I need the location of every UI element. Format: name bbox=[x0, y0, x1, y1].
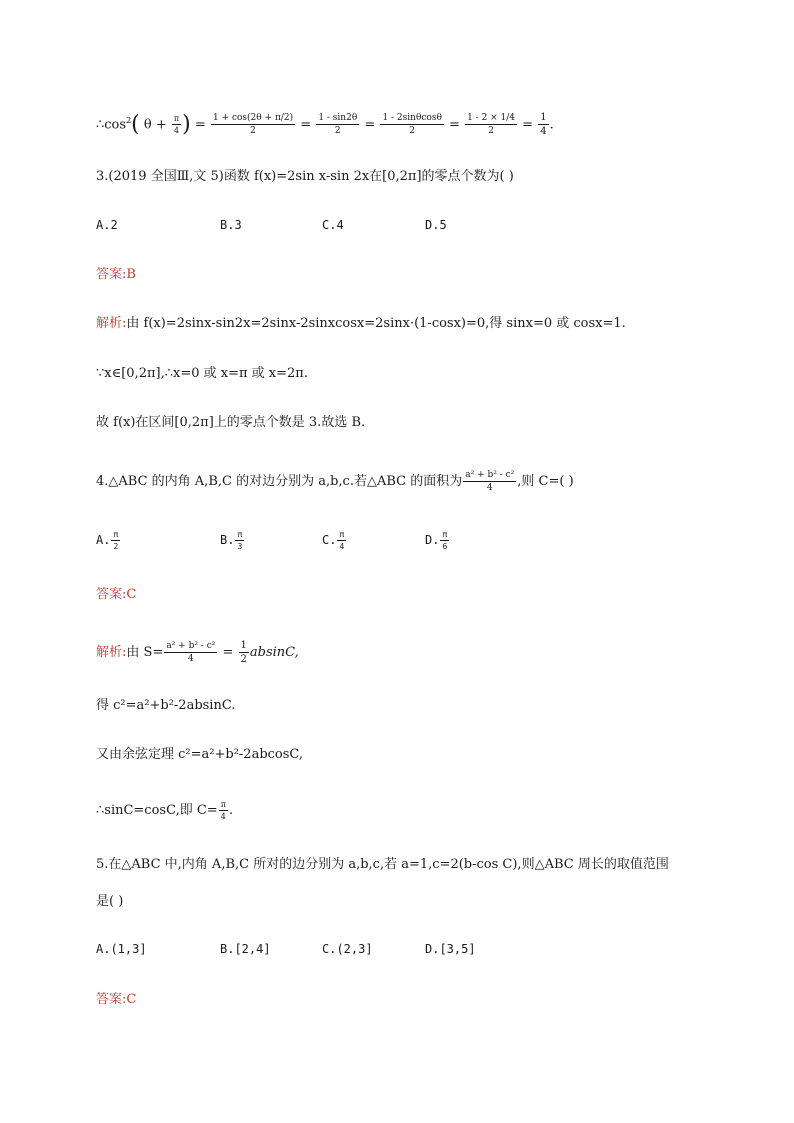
q3-analysis-3: 故 f(x)在区间[0,2π]上的零点个数是 3.故选 B. bbox=[96, 415, 366, 430]
equals-5: = bbox=[522, 117, 534, 133]
q3-option-d: D.5 bbox=[425, 218, 447, 232]
option-letter: C. bbox=[322, 533, 337, 547]
frac-num: 1 + cos(2θ + π/2) bbox=[212, 113, 294, 124]
q5-option-b: B.[2,4] bbox=[220, 942, 271, 956]
q4-area-frac bbox=[463, 470, 516, 493]
q5-stem-1: 5.在△ABC 中,内角 A,B,C 所对的边分别为 a,b,c,若 a=1,c=2(b-cos C),则△ABC 周长的取值范围 bbox=[96, 857, 669, 872]
option-frac bbox=[111, 530, 120, 551]
q4-a1-post: absinC, bbox=[249, 645, 299, 660]
q5-answer: 答案:C bbox=[96, 992, 137, 1007]
q4-a4-pre: ∴sinC=cosC,即 C= bbox=[96, 803, 218, 818]
frac-den: 4 bbox=[540, 126, 547, 138]
option-frac bbox=[337, 530, 346, 551]
q3-option-a: A.2 bbox=[96, 218, 118, 232]
cos-exponent: 2 bbox=[126, 116, 132, 125]
q5-stem-2: 是( ) bbox=[96, 894, 124, 909]
frac-den: 6 bbox=[442, 542, 448, 551]
option-frac bbox=[235, 530, 244, 551]
q4-a1-frac bbox=[164, 641, 217, 664]
q3-analysis-1 bbox=[96, 315, 626, 333]
frac-den: 2 bbox=[240, 654, 247, 665]
frac-num: π bbox=[339, 530, 345, 539]
q4-option-c bbox=[322, 530, 347, 551]
q3-analysis-label: 解析: bbox=[96, 316, 127, 331]
frac-den: 4 bbox=[339, 542, 345, 551]
frac-den: 4 bbox=[220, 812, 226, 821]
q4-analysis-1 bbox=[96, 640, 299, 665]
q4-answer: 答案:C bbox=[96, 587, 137, 602]
frac-den: 2 bbox=[334, 126, 341, 137]
frac-result bbox=[538, 112, 548, 137]
frac-num: a² + b² - c² bbox=[465, 470, 515, 480]
frac-num: 1 - 2sinθcosθ bbox=[382, 113, 442, 124]
plus-symbol: + bbox=[155, 117, 167, 133]
equals-3: = bbox=[364, 117, 376, 133]
q3-analysis-text: 由 f(x)=2sinx-sin2x=2sinx-2sinxcosx=2sinx·(1-cosx)=0,得 sinx=0 或 cosx=1. bbox=[126, 316, 626, 331]
q4-a1-half bbox=[239, 640, 249, 665]
frac-step-2 bbox=[316, 113, 359, 136]
q4-a1-mid: = bbox=[218, 645, 238, 660]
frac-den: 4 bbox=[187, 654, 194, 664]
cos-text: cos bbox=[104, 117, 127, 133]
frac-num: 1 bbox=[240, 640, 247, 651]
q3-stem: 3.(2019 全国Ⅲ,文 5)函数 f(x)=2sin x-sin 2x在[0,2π]的零点个数为( ) bbox=[96, 169, 514, 184]
q3-answer: 答案:B bbox=[96, 267, 136, 282]
option-frac bbox=[440, 530, 449, 551]
q3-option-c: C.4 bbox=[322, 218, 344, 232]
frac-num: π bbox=[220, 800, 226, 809]
frac-num: a² + b² - c² bbox=[166, 641, 216, 651]
left-paren: ( bbox=[131, 111, 140, 137]
frac-num: π bbox=[113, 530, 119, 539]
theta-symbol: θ bbox=[143, 117, 152, 133]
right-paren: ) bbox=[182, 111, 191, 137]
frac-step-3 bbox=[380, 113, 443, 136]
q5-option-d: D.[3,5] bbox=[425, 942, 476, 956]
q4-stem-post: ,则 C=( ) bbox=[517, 474, 574, 489]
q4-a4-frac bbox=[219, 800, 228, 821]
frac-num: π bbox=[173, 114, 180, 124]
frac-step-1 bbox=[211, 113, 295, 136]
option-letter: A. bbox=[96, 533, 111, 547]
frac-den: 4 bbox=[173, 126, 180, 136]
q4-stem bbox=[96, 470, 574, 493]
equals-1: = bbox=[194, 117, 206, 133]
option-letter: B. bbox=[220, 533, 235, 547]
frac-num: 1 bbox=[540, 112, 547, 124]
q4-option-d bbox=[425, 530, 450, 551]
q4-a1-pre: 由 S= bbox=[126, 645, 164, 660]
q5-option-c: C.(2,3] bbox=[322, 942, 373, 956]
frac-step-4 bbox=[465, 113, 517, 136]
q3-option-b: B.3 bbox=[220, 218, 242, 232]
q3-analysis-2: ∵x∈[0,2π],∴x=0 或 x=π 或 x=2π. bbox=[96, 366, 308, 381]
top-equation bbox=[96, 112, 554, 137]
frac-num: π bbox=[442, 530, 448, 539]
q4-analysis-label: 解析: bbox=[96, 645, 127, 660]
q4-option-a bbox=[96, 530, 121, 551]
q5-option-a: A.(1,3] bbox=[96, 942, 147, 956]
q4-analysis-3: 又由余弦定理 c²=a²+b²-2abcosC, bbox=[96, 747, 304, 762]
frac-den: 2 bbox=[250, 126, 256, 137]
q4-analysis-4 bbox=[96, 800, 233, 821]
q4-stem-pre: 4.△ABC 的内角 A,B,C 的对边分别为 a,b,c.若△ABC 的面积为 bbox=[96, 474, 463, 489]
frac-den: 2 bbox=[488, 126, 494, 137]
q4-option-b bbox=[220, 530, 245, 551]
option-letter: D. bbox=[425, 533, 440, 547]
frac-num: 1 - 2 × 1/4 bbox=[467, 113, 516, 124]
q4-a4-post: . bbox=[228, 803, 234, 818]
frac-num: 1 - sin2θ bbox=[318, 113, 358, 124]
frac-den: 4 bbox=[486, 483, 493, 493]
equals-2: = bbox=[300, 117, 312, 133]
pi-over-four-frac bbox=[172, 114, 181, 135]
frac-den: 2 bbox=[409, 126, 416, 137]
frac-den: 2 bbox=[113, 542, 119, 551]
frac-den: 3 bbox=[237, 542, 243, 551]
period: . bbox=[549, 117, 554, 133]
frac-num: π bbox=[237, 530, 243, 539]
q4-analysis-2: 得 c²=a²+b²-2absinC. bbox=[96, 698, 236, 713]
equals-4: = bbox=[449, 117, 460, 133]
therefore-symbol: ∴ bbox=[96, 117, 105, 133]
